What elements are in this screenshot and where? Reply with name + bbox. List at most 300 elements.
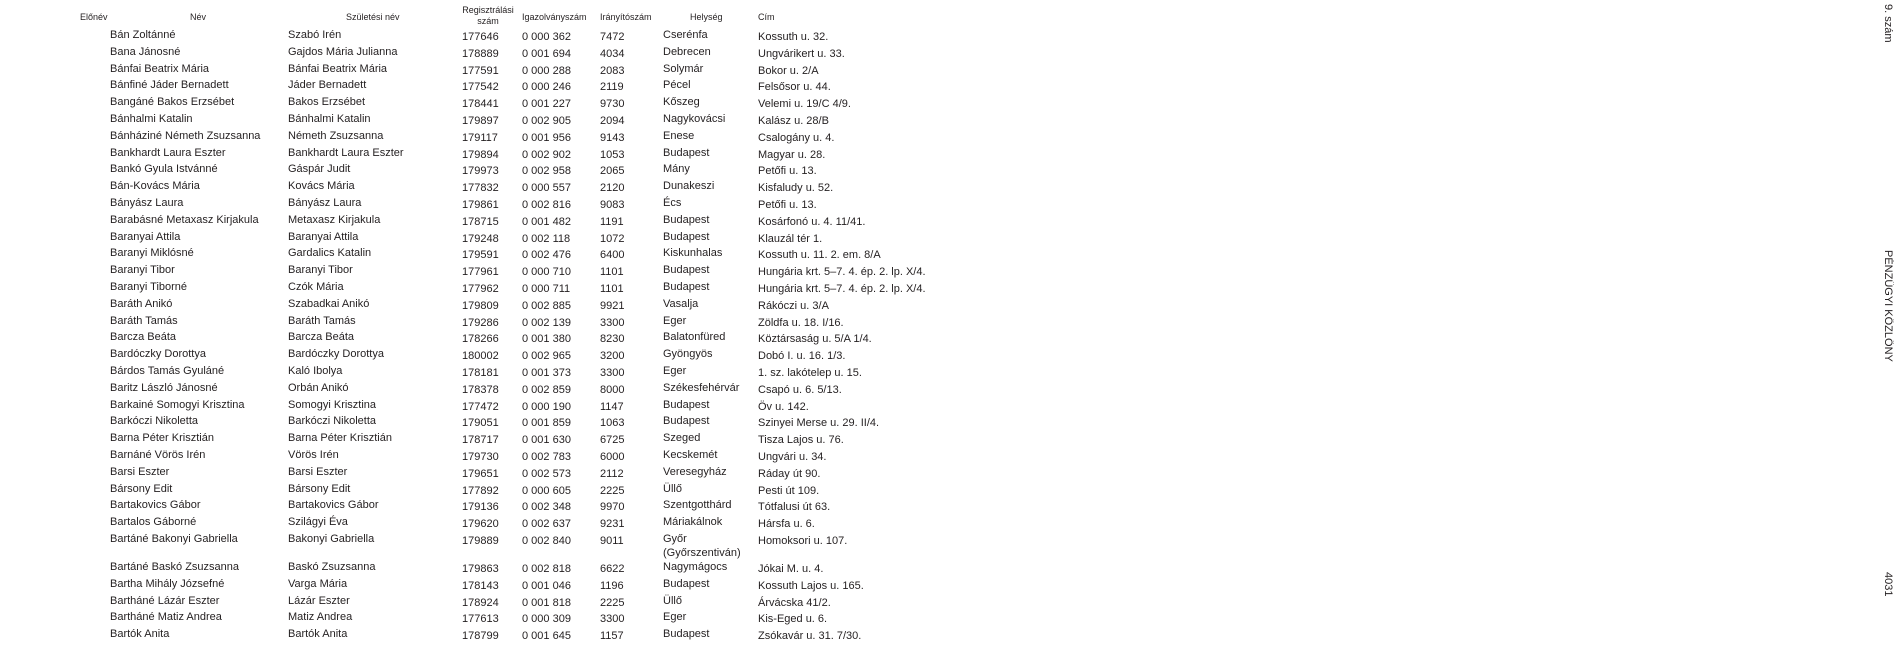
address-cell: Árvácska 41/2. xyxy=(758,596,831,609)
table-row xyxy=(0,315,930,332)
zip-cell: 9970 xyxy=(600,501,625,514)
address-cell: Tisza Lajos u. 76. xyxy=(758,434,844,447)
city-cell: Écs xyxy=(663,197,682,209)
name-cell: Barkóczi Nikoletta xyxy=(110,415,199,428)
birth-name-cell: Barcza Beáta xyxy=(288,331,355,344)
table-row xyxy=(0,399,930,416)
reg-number-cell: 178181 xyxy=(462,367,499,379)
id-number-cell: 0 000 190 xyxy=(522,400,571,413)
reg-number-cell: 177961 xyxy=(462,266,499,279)
reg-number-cell: 179248 xyxy=(462,232,499,245)
reg-number-cell: 178889 xyxy=(462,47,499,60)
address-cell: Petőfi u. 13. xyxy=(758,165,817,178)
id-number-cell: 0 002 476 xyxy=(522,249,571,262)
table-row xyxy=(0,533,930,559)
address-cell: Klauzál tér 1. xyxy=(758,232,823,245)
id-number-cell: 0 002 348 xyxy=(522,501,571,514)
birth-name-cell: Barsi Eszter xyxy=(288,465,348,478)
id-number-cell: 0 002 902 xyxy=(522,148,571,161)
header-name: Név xyxy=(190,12,207,22)
address-cell: Kalász u. 28/B xyxy=(758,115,829,127)
address-cell: Ráday út 90. xyxy=(758,467,821,480)
name-cell: Bán Zoltánné xyxy=(110,29,176,41)
address-cell: Zöldfa u. 18. I/16. xyxy=(758,316,844,329)
zip-cell: 2119 xyxy=(600,81,624,94)
city-cell: Üllő xyxy=(663,482,682,495)
address-cell: Kossuth u. 32. xyxy=(758,31,829,43)
zip-cell: 9921 xyxy=(600,299,625,312)
city-cell: Cserénfa xyxy=(663,29,708,41)
id-number-cell: 0 002 840 xyxy=(522,535,571,547)
city-cell: Solymár xyxy=(663,62,704,75)
table-row xyxy=(0,113,930,130)
zip-cell: 1101 xyxy=(600,283,624,295)
zip-cell: 2083 xyxy=(600,64,625,77)
reg-number-cell: 177472 xyxy=(462,400,499,413)
birth-name-cell: Szabadkai Anikó xyxy=(288,297,370,310)
table-row xyxy=(0,611,930,628)
table-row xyxy=(0,264,930,281)
birth-name-cell: Baráth Tamás xyxy=(288,314,356,327)
zip-cell: 9011 xyxy=(600,535,624,547)
table-row xyxy=(0,63,930,80)
table-row xyxy=(0,516,930,533)
table-row xyxy=(0,466,930,483)
reg-number-cell: 179809 xyxy=(462,299,499,312)
header-id-number: Igazolványszám xyxy=(522,12,587,22)
reg-number-cell: 179897 xyxy=(462,115,499,127)
birth-name-cell: Bankhardt Laura Eszter xyxy=(288,146,404,159)
reg-number-cell: 179651 xyxy=(462,467,499,480)
id-number-cell: 0 002 965 xyxy=(522,350,571,363)
id-number-cell: 0 002 637 xyxy=(522,518,571,531)
reg-number-cell: 179136 xyxy=(462,501,499,514)
name-cell: Baritz László Jánosné xyxy=(110,381,218,394)
name-cell: Barkainé Somogyi Krisztina xyxy=(110,398,245,411)
city-cell: Máriakálnok xyxy=(663,516,723,529)
birth-name-cell: Vörös Irén xyxy=(288,449,339,461)
zip-cell: 2120 xyxy=(600,182,625,195)
name-cell: Bartháné Matiz Andrea xyxy=(110,611,222,624)
birth-name-cell: Bardóczky Dorottya xyxy=(288,348,384,361)
id-number-cell: 0 001 645 xyxy=(522,630,571,643)
address-cell: Rákóczi u. 3/A xyxy=(758,299,829,312)
zip-cell: 9730 xyxy=(600,98,625,111)
city-cell: Kőszeg xyxy=(663,96,700,109)
name-cell: Bánhalmi Katalin xyxy=(110,113,193,125)
address-cell: Homoksori u. 107. xyxy=(758,535,848,547)
table-row xyxy=(0,365,930,382)
city-cell: Budapest xyxy=(663,146,710,159)
table-row xyxy=(0,79,930,96)
city-cell: Dunakeszi xyxy=(663,180,715,193)
city-cell-secondary: (Győrszentiván) xyxy=(663,547,741,559)
id-number-cell: 0 002 885 xyxy=(522,299,571,312)
id-number-cell: 0 000 711 xyxy=(522,283,571,295)
zip-cell: 3300 xyxy=(600,316,625,329)
zip-cell: 6400 xyxy=(600,249,625,262)
address-cell: Hungária krt. 5–7. 4. ép. 2. lp. X/4. xyxy=(758,266,926,279)
address-cell: Ungvári u. 34. xyxy=(758,451,827,463)
city-cell: Budapest xyxy=(663,230,710,243)
birth-name-cell: Barna Péter Krisztián xyxy=(288,432,392,445)
name-cell: Baranyai Attila xyxy=(110,230,181,243)
table-row xyxy=(0,449,930,466)
table-row xyxy=(0,432,930,449)
name-cell: Barsi Eszter xyxy=(110,465,170,478)
birth-name-cell: Orbán Anikó xyxy=(288,381,349,394)
table-row xyxy=(0,231,930,248)
reg-number-cell: 180002 xyxy=(462,350,499,363)
reg-number-cell: 178715 xyxy=(462,215,499,228)
zip-cell: 8230 xyxy=(600,333,625,346)
name-cell: Bársony Edit xyxy=(110,482,173,495)
name-cell: Bangáné Bakos Erzsébet xyxy=(110,96,235,109)
header-city: Helység xyxy=(690,12,723,22)
zip-cell: 3300 xyxy=(600,613,625,626)
header-birth-name: Születési név xyxy=(346,12,400,22)
id-number-cell: 0 000 246 xyxy=(522,81,571,94)
birth-name-cell: Baranyai Attila xyxy=(288,230,359,243)
reg-number-cell: 178143 xyxy=(462,579,499,592)
name-cell: Baranyi Miklósné xyxy=(110,247,194,260)
zip-cell: 1063 xyxy=(600,417,625,430)
page-side-margin xyxy=(937,0,1894,597)
table-row xyxy=(0,214,930,231)
address-cell: Magyar u. 28. xyxy=(758,148,826,161)
address-cell: Csalogány u. 4. xyxy=(758,131,835,144)
zip-cell: 1147 xyxy=(600,400,624,413)
birth-name-cell: Lázár Eszter xyxy=(288,594,350,607)
table-row xyxy=(0,46,930,63)
zip-cell: 6000 xyxy=(600,451,625,463)
reg-number-cell: 177613 xyxy=(462,613,499,626)
birth-name-cell: Bartók Anita xyxy=(288,628,348,641)
reg-number-cell: 178441 xyxy=(462,98,499,111)
birth-name-cell: Bányász Laura xyxy=(288,197,362,209)
id-number-cell: 0 001 818 xyxy=(522,596,571,609)
reg-number-cell: 178799 xyxy=(462,630,499,643)
city-cell: Győr xyxy=(663,533,687,545)
id-number-cell: 0 002 816 xyxy=(522,199,571,211)
zip-cell: 6622 xyxy=(600,563,625,575)
zip-cell: 9143 xyxy=(600,131,625,144)
reg-number-cell: 177542 xyxy=(462,81,499,94)
address-cell: Zsókavár u. 31. 7/30. xyxy=(758,630,862,643)
zip-cell: 2225 xyxy=(600,596,625,609)
name-cell: Barabásné Metaxasz Kirjakula xyxy=(110,213,259,226)
birth-name-cell: Kovács Mária xyxy=(288,180,355,193)
zip-cell: 1072 xyxy=(600,232,625,245)
city-cell: Szeged xyxy=(663,432,701,445)
id-number-cell: 0 002 958 xyxy=(522,165,571,178)
id-number-cell: 0 001 630 xyxy=(522,434,571,447)
reg-number-cell: 179117 xyxy=(462,131,498,144)
table-row xyxy=(0,96,930,113)
name-cell: Barnáné Vörös Irén xyxy=(110,449,206,461)
reg-number-cell: 178717 xyxy=(462,434,499,447)
zip-cell: 2094 xyxy=(600,115,625,127)
birth-name-cell: Czók Mária xyxy=(288,281,344,293)
id-number-cell: 0 000 362 xyxy=(522,31,571,43)
name-cell: Bárdos Tamás Gyuláné xyxy=(110,365,225,377)
address-cell: Jókai M. u. 4. xyxy=(758,563,824,575)
reg-number-cell: 179889 xyxy=(462,535,499,547)
address-cell: Ungvárikert u. 33. xyxy=(758,47,845,60)
name-cell: Bartháné Lázár Eszter xyxy=(110,594,220,607)
name-cell: Bankhardt Laura Eszter xyxy=(110,146,226,159)
address-cell: Petőfi u. 13. xyxy=(758,199,817,211)
id-number-cell: 0 000 288 xyxy=(522,64,571,77)
table-row xyxy=(0,578,930,595)
city-cell: Eger xyxy=(663,365,687,377)
birth-name-cell: Gardalics Katalin xyxy=(288,247,372,260)
table-row xyxy=(0,197,930,214)
city-cell: Vasalja xyxy=(663,297,699,310)
reg-number-cell: 179863 xyxy=(462,563,499,575)
birth-name-cell: Gáspár Judit xyxy=(288,163,351,176)
zip-cell: 2065 xyxy=(600,165,625,178)
zip-cell: 7472 xyxy=(600,31,625,43)
address-cell: Kosárfonó u. 4. 11/41. xyxy=(758,215,866,228)
city-cell: Pécel xyxy=(663,79,691,92)
city-cell: Budapest xyxy=(663,281,710,293)
table-row xyxy=(0,561,930,578)
city-cell: Veresegyház xyxy=(663,465,727,478)
zip-cell: 2225 xyxy=(600,484,625,497)
birth-name-cell: Szabó Irén xyxy=(288,29,342,41)
header-reg-line2: szám xyxy=(477,16,499,26)
address-cell: Velemi u. 19/C 4/9. xyxy=(758,98,851,111)
name-cell: Bartáné Baskó Zsuzsanna xyxy=(110,561,240,573)
birth-name-cell: Bársony Edit xyxy=(288,482,351,495)
reg-number-cell: 179894 xyxy=(462,148,499,161)
address-cell: Felsősor u. 44. xyxy=(758,81,831,94)
birth-name-cell: Barkóczi Nikoletta xyxy=(288,415,377,428)
birth-name-cell: Baranyi Tibor xyxy=(288,264,353,277)
id-number-cell: 0 002 859 xyxy=(522,383,571,396)
name-cell: Bányász Laura xyxy=(110,197,184,209)
reg-number-cell: 178924 xyxy=(462,596,499,609)
name-cell: Bánfiné Jáder Bernadett xyxy=(110,79,229,92)
name-cell: Bartha Mihály Józsefné xyxy=(110,577,225,590)
city-cell: Eger xyxy=(663,314,687,327)
birth-name-cell: Somogyi Krisztina xyxy=(288,398,377,411)
zip-cell: 1191 xyxy=(600,215,624,228)
reg-number-cell: 179861 xyxy=(462,199,499,211)
city-cell: Kecskemét xyxy=(663,449,718,461)
name-cell: Bánfai Beatrix Mária xyxy=(110,62,210,75)
city-cell: Nagykovácsi xyxy=(663,113,726,125)
header-prefix: Előnév xyxy=(80,12,108,22)
reg-number-cell: 177832 xyxy=(462,182,499,195)
table-row xyxy=(0,348,930,365)
name-cell: Bartakovics Gábor xyxy=(110,499,201,512)
id-number-cell: 0 001 227 xyxy=(522,98,571,111)
issue-number: 9. szám xyxy=(1882,4,1894,43)
header-zip: Irányítószám xyxy=(600,12,652,22)
id-number-cell: 0 000 605 xyxy=(522,484,571,497)
id-number-cell: 0 001 373 xyxy=(522,367,571,379)
name-cell: Bankó Gyula Istvánné xyxy=(110,163,218,176)
id-number-cell: 0 001 380 xyxy=(522,333,571,346)
city-cell: Budapest xyxy=(663,577,710,590)
id-number-cell: 0 000 710 xyxy=(522,266,571,279)
table-row xyxy=(0,331,930,348)
id-number-cell: 0 001 956 xyxy=(522,131,571,144)
city-cell: Üllő xyxy=(663,594,682,607)
zip-cell: 1196 xyxy=(600,579,624,592)
table-row xyxy=(0,281,930,298)
name-cell: Baranyi Tiborné xyxy=(110,281,188,293)
name-cell: Bartáné Bakonyi Gabriella xyxy=(110,533,238,545)
zip-cell: 8000 xyxy=(600,383,625,396)
reg-number-cell: 179973 xyxy=(462,165,499,178)
birth-name-cell: Bakonyi Gabriella xyxy=(288,533,375,545)
id-number-cell: 0 002 783 xyxy=(522,451,571,463)
table-row xyxy=(0,415,930,432)
id-number-cell: 0 002 118 xyxy=(522,232,571,245)
reg-number-cell: 179620 xyxy=(462,518,499,531)
id-number-cell: 0 001 694 xyxy=(522,47,571,60)
address-cell: Öv u. 142. xyxy=(758,400,809,413)
table-row xyxy=(0,298,930,315)
birth-name-cell: Jáder Bernadett xyxy=(288,79,367,92)
id-number-cell: 0 000 557 xyxy=(522,182,571,195)
city-cell: Eger xyxy=(663,611,687,624)
id-number-cell: 0 002 139 xyxy=(522,316,571,329)
id-number-cell: 0 002 573 xyxy=(522,467,571,480)
city-cell: Budapest xyxy=(663,628,710,641)
address-cell: Dobó I. u. 16. 1/3. xyxy=(758,350,846,363)
zip-cell: 9083 xyxy=(600,199,625,211)
city-cell: Gyöngyös xyxy=(663,348,713,361)
city-cell: Székesfehérvár xyxy=(663,381,740,394)
table-row xyxy=(0,163,930,180)
table-row xyxy=(0,130,930,147)
city-cell: Budapest xyxy=(663,213,710,226)
address-cell: Köztársaság u. 5/A 1/4. xyxy=(758,333,872,346)
zip-cell: 2112 xyxy=(600,467,624,480)
reg-number-cell: 177591 xyxy=(462,64,499,77)
zip-cell: 3300 xyxy=(600,367,625,379)
table-row xyxy=(0,483,930,500)
table-row xyxy=(0,29,930,46)
address-cell: Kossuth u. 11. 2. em. 8/A xyxy=(758,249,881,262)
city-cell: Budapest xyxy=(663,415,710,428)
city-cell: Budapest xyxy=(663,264,710,277)
reg-number-cell: 179591 xyxy=(462,249,499,262)
address-cell: Hungária krt. 5–7. 4. ép. 2. lp. X/4. xyxy=(758,283,926,295)
address-cell: Tótfalusi út 63. xyxy=(758,501,831,514)
table-row xyxy=(0,382,930,399)
table-row xyxy=(0,147,930,164)
table-row xyxy=(0,628,930,645)
zip-cell: 3200 xyxy=(600,350,625,363)
header-address: Cím xyxy=(758,12,775,22)
birth-name-cell: Bánhalmi Katalin xyxy=(288,113,371,125)
id-number-cell: 0 001 046 xyxy=(522,579,571,592)
reg-number-cell: 177646 xyxy=(462,31,499,43)
table-row xyxy=(0,180,930,197)
table-row xyxy=(0,499,930,516)
city-cell: Kiskunhalas xyxy=(663,247,723,260)
birth-name-cell: Kaló Ibolya xyxy=(288,365,343,377)
birth-name-cell: Gajdos Mária Julianna xyxy=(288,45,398,58)
birth-name-cell: Németh Zsuzsanna xyxy=(288,129,384,142)
city-cell: Szentgotthárd xyxy=(663,499,732,512)
name-cell: Bán-Kovács Mária xyxy=(110,180,200,193)
address-cell: Kossuth Lajos u. 165. xyxy=(758,579,864,592)
table-row xyxy=(0,595,930,612)
id-number-cell: 0 002 905 xyxy=(522,115,571,127)
zip-cell: 6725 xyxy=(600,434,625,447)
birth-name-cell: Matiz Andrea xyxy=(288,611,353,624)
name-cell: Baráth Tamás xyxy=(110,314,178,327)
name-cell: Bana Jánosné xyxy=(110,45,181,58)
page-number: 4031 xyxy=(1882,572,1894,597)
id-number-cell: 0 001 482 xyxy=(522,215,571,228)
birth-name-cell: Metaxasz Kirjakula xyxy=(288,213,381,226)
address-cell: Bokor u. 2/A xyxy=(758,64,819,77)
reg-number-cell: 179286 xyxy=(462,316,499,329)
address-cell: Csapó u. 6. 5/13. xyxy=(758,383,842,396)
city-cell: Mány xyxy=(663,163,690,176)
address-cell: Kis-Eged u. 6. xyxy=(758,613,828,626)
name-cell: Bartók Anita xyxy=(110,628,170,641)
reg-number-cell: 179051 xyxy=(462,417,499,430)
reg-number-cell: 177892 xyxy=(462,484,499,497)
name-cell: Bartalos Gáborné xyxy=(110,516,197,529)
reg-number-cell: 178378 xyxy=(462,383,499,396)
name-cell: Barcza Beáta xyxy=(110,331,177,344)
birth-name-cell: Szilágyi Éva xyxy=(288,516,348,529)
address-cell: Pesti út 109. xyxy=(758,484,820,497)
address-cell: Hársfa u. 6. xyxy=(758,518,815,531)
birth-name-cell: Varga Mária xyxy=(288,577,348,590)
birth-name-cell: Bakos Erzsébet xyxy=(288,96,366,109)
zip-cell: 1053 xyxy=(600,148,625,161)
city-cell: Budapest xyxy=(663,398,710,411)
city-cell: Enese xyxy=(663,129,695,142)
city-cell: Balatonfüred xyxy=(663,331,726,344)
reg-number-cell: 178266 xyxy=(462,333,499,346)
id-number-cell: 0 000 309 xyxy=(522,613,571,626)
birth-name-cell: Bánfai Beatrix Mária xyxy=(288,62,388,75)
reg-number-cell: 179730 xyxy=(462,451,499,463)
city-cell: Nagymágocs xyxy=(663,561,728,573)
zip-cell: 1101 xyxy=(600,266,624,279)
id-number-cell: 0 002 818 xyxy=(522,563,571,575)
birth-name-cell: Baskó Zsuzsanna xyxy=(288,561,376,573)
zip-cell: 4034 xyxy=(600,47,625,60)
name-cell: Barna Péter Krisztián xyxy=(110,432,214,445)
id-number-cell: 0 001 859 xyxy=(522,417,571,430)
zip-cell: 1157 xyxy=(600,630,624,643)
journal-title: PÉNZÜGYI KÖZLÖNY xyxy=(1882,250,1894,362)
name-cell: Baráth Anikó xyxy=(110,297,173,310)
name-cell: Bánháziné Németh Zsuzsanna xyxy=(110,129,261,142)
header-reg-line1: Regisztrálási xyxy=(462,5,514,15)
reg-number-cell: 177962 xyxy=(462,283,499,295)
birth-name-cell: Bartakovics Gábor xyxy=(288,499,379,512)
address-cell: 1. sz. lakótelep u. 15. xyxy=(758,367,862,379)
address-cell: Szinyei Merse u. 29. II/4. xyxy=(758,417,880,430)
city-cell: Debrecen xyxy=(663,45,711,58)
name-cell: Baranyi Tibor xyxy=(110,264,175,277)
table-row xyxy=(0,247,930,264)
address-cell: Kisfaludy u. 52. xyxy=(758,182,834,195)
